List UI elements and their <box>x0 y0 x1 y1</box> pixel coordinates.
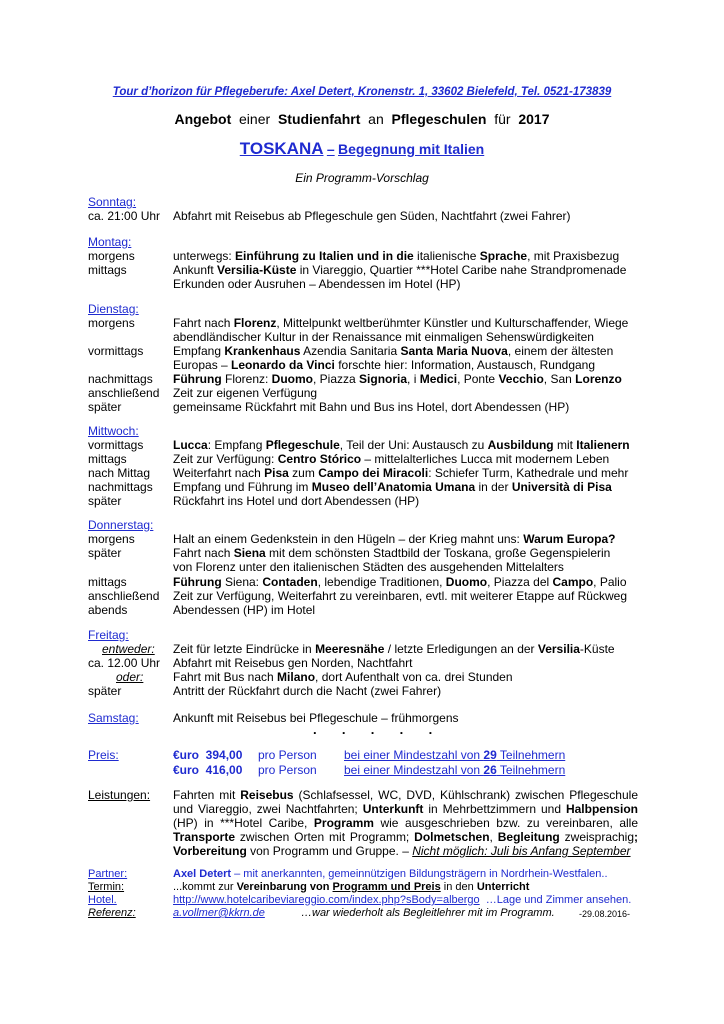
time-label: morgens <box>88 249 135 263</box>
offer-heading: Angebot einer Studienfahrt an Pflegeschulen für 2017 <box>174 111 550 127</box>
price-per-person: pro Person <box>258 748 317 762</box>
partner-label: Partner: <box>88 868 128 880</box>
services-line: (HP) in ***Hotel Caribe, Programm wie ausgeschrieben bzw. zu vereinbaren, alle <box>173 816 638 830</box>
price-label: Preis: <box>88 748 119 762</box>
day-mittwoch: Mittwoch: <box>88 424 139 438</box>
time-label: später <box>88 546 122 560</box>
time-label: abends <box>88 603 128 617</box>
program-text: Ankunft mit Reisebus bei Pflegeschule – frühmorgens <box>173 711 459 725</box>
program-text: unterwegs: Einführung zu Italien und in die italienische Sprache, mit Praxisbezug <box>173 249 620 263</box>
program-text: Lucca: Empfang Pflegeschule, Teil der Uni: Austausch zu Ausbildung mit Italienern <box>173 438 630 452</box>
day-samstag: Samstag: <box>88 711 139 725</box>
program-text: Zeit zur Verfügung, Weiterfahrt zu vereinbaren, evtl. mit weiterer Etappe auf Rückweg <box>173 589 627 603</box>
day-donnerstag: Donnerstag: <box>88 518 154 532</box>
time-label: ca. 12.00 Uhr <box>88 656 161 670</box>
services-line: Transporte zwischen Orten mit Programm; Dolmetschen, Begleitung zweisprachig; <box>173 830 639 844</box>
price-amount: €uro 394,00 <box>173 748 243 762</box>
program-text: Halt an einem Gedenkstein in den Hügeln – der Krieg mahnt uns: Warum Europa? <box>173 532 616 546</box>
hotel-link[interactable]: http://www.hotelcaribeviareggio.com/index.php?sBody=albergo <box>173 894 480 906</box>
time-label: morgens <box>88 532 135 546</box>
program-text: Zeit für letzte Eindrücke in Meeresnähe / letzte Erledigungen an der Versilia-Küste <box>173 642 615 656</box>
time-label: mittags <box>88 452 127 466</box>
time-label: nachmittags <box>88 372 153 386</box>
program-text: Rückfahrt ins Hotel und dort Abendessen (HP) <box>173 494 420 508</box>
program-text: Empfang Krankenhaus Azendia Sanitaria Santa Maria Nuova, einem der ältesten <box>173 344 614 358</box>
option-label: entweder: <box>102 642 155 656</box>
time-label: vormittags <box>88 344 144 358</box>
separator-dots: . . . . . <box>313 722 433 737</box>
time-label: nachmittags <box>88 480 153 494</box>
price-amount: €uro 416,00 <box>173 763 243 777</box>
program-text: von Florenz unter den italienischen Städten des ausgehenden Mittelalters <box>173 560 564 574</box>
termin-text: ...kommt zur Vereinbarung von Programm und Preis in den Unterricht <box>173 881 530 893</box>
program-text: Fahrt nach Siena mit dem schönsten Stadtbild der Toskana, große Gegenspielerin <box>173 546 611 560</box>
subtitle: Ein Programm-Vorschlag <box>295 171 429 185</box>
day-sonntag: Sonntag: <box>88 195 137 209</box>
day-freitag: Freitag: <box>88 628 129 642</box>
time-label: später <box>88 684 122 698</box>
document-date: -29.08.2016- <box>579 909 631 919</box>
program-text: gemeinsame Rückfahrt mit Bahn und Bus ins Hotel, dort Abendessen (HP) <box>173 400 570 414</box>
time-label: morgens <box>88 316 135 330</box>
reference-email[interactable]: a.vollmer@kkrn.de <box>173 907 265 919</box>
program-text: Führung Siena: Contaden, lebendige Traditionen, Duomo, Piazza del Campo, Palio <box>173 575 627 589</box>
time-label: mittags <box>88 575 127 589</box>
time-label: mittags <box>88 263 127 277</box>
day-montag: Montag: <box>88 235 132 249</box>
program-text: Ankunft Versilia-Küste in Viareggio, Quartier ***Hotel Caribe nahe Strandpromenade <box>173 263 627 277</box>
time-label: vormittags <box>88 438 144 452</box>
program-text: Fahrt mit Bus nach Milano, dort Aufenthalt von ca. drei Stunden <box>173 670 513 684</box>
time-label: später <box>88 400 122 414</box>
time-label: später <box>88 494 122 508</box>
program-text: Europas – Leonardo da Vinci forschte hier: Information, Austausch, Rundgang <box>173 358 596 372</box>
services-line: Fahrten mit Reisebus (Schlafsessel, WC, DVD, Kühlschrank) zwischen Pflegeschule <box>173 788 638 802</box>
program-text: Antritt der Rückfahrt durch die Nacht (zwei Fahrer) <box>173 684 442 698</box>
program-text: Erkunden oder Ausruhen – Abendessen im Hotel (HP) <box>173 277 461 291</box>
services-line: Vorbereitung von Programm und Gruppe. – Nicht möglich: Juli bis Anfang September <box>173 844 631 858</box>
hotel-line: http://www.hotelcaribeviareggio.com/index.php?sBody=albergo …Lage und Zimmer ansehen. <box>173 894 632 906</box>
sender-line: Tour d’horizon für Pflegeberufe: Axel Detert, Kronenstr. 1, 33602 Bielefeld, Tel. 0521-173839 <box>112 86 612 98</box>
option-label: oder: <box>116 670 144 684</box>
time-label: nach Mittag <box>88 466 151 480</box>
day-dienstag: Dienstag: <box>88 302 139 316</box>
program-text: Führung Florenz: Duomo, Piazza Signoria, i Medici, Ponte Vecchio, San Lorenzo <box>173 372 622 386</box>
services-line: und Viareggio, zwei Nachtfahrten; Unterkunft in Mehrbettzimmern und Halbpension <box>173 802 638 816</box>
hotel-label: Hotel. <box>88 894 117 906</box>
reference-label: Referenz: <box>88 907 136 919</box>
price-condition: bei einer Mindestzahl von 29 Teilnehmern <box>344 748 566 762</box>
time-label: anschließend <box>88 386 160 400</box>
termin-label: Termin: <box>88 881 125 893</box>
program-text: Zeit zur Verfügung: Centro Stórico – mittelalterliches Lucca mit modernem Leben <box>173 452 610 466</box>
program-text: Empfang und Führung im Museo dell’Anatomia Umana in der Università di Pisa <box>173 480 612 494</box>
partner-text: Axel Detert – mit anerkannten, gemeinnützigen Bildungsträgern in Nordrhein-Westfalen.. <box>173 868 608 880</box>
program-text: Abendessen (HP) im Hotel <box>173 603 316 617</box>
program-text: Abfahrt mit Reisebus ab Pflegeschule gen Süden, Nachtfahrt (zwei Fahrer) <box>173 209 571 223</box>
time-label: anschließend <box>88 589 160 603</box>
program-text: Zeit zur eigenen Verfügung <box>173 386 318 400</box>
program-text: Abfahrt mit Reisebus gen Norden, Nachtfahrt <box>173 656 413 670</box>
page-title: TOSKANA – Begegnung mit Italien <box>239 139 485 158</box>
reference-text: …war wiederholt als Begleitlehrer mit im Programm. <box>301 907 555 919</box>
program-text: Fahrt nach Florenz, Mittelpunkt weltberühmter Künstler und Kulturschaffender, Wiege <box>173 316 629 330</box>
time-label: ca. 21:00 Uhr <box>88 209 161 223</box>
program-text: Weiterfahrt nach Pisa zum Campo dei Miracoli: Schiefer Turm, Kathedrale und mehr <box>173 466 629 480</box>
price-condition: bei einer Mindestzahl von 26 Teilnehmern <box>344 763 566 777</box>
services-label: Leistungen: <box>88 788 151 802</box>
price-per-person: pro Person <box>258 763 317 777</box>
program-text: abendländischer Kultur in der Renaissance mit einmaligen Sehenswürdigkeiten <box>173 330 594 344</box>
